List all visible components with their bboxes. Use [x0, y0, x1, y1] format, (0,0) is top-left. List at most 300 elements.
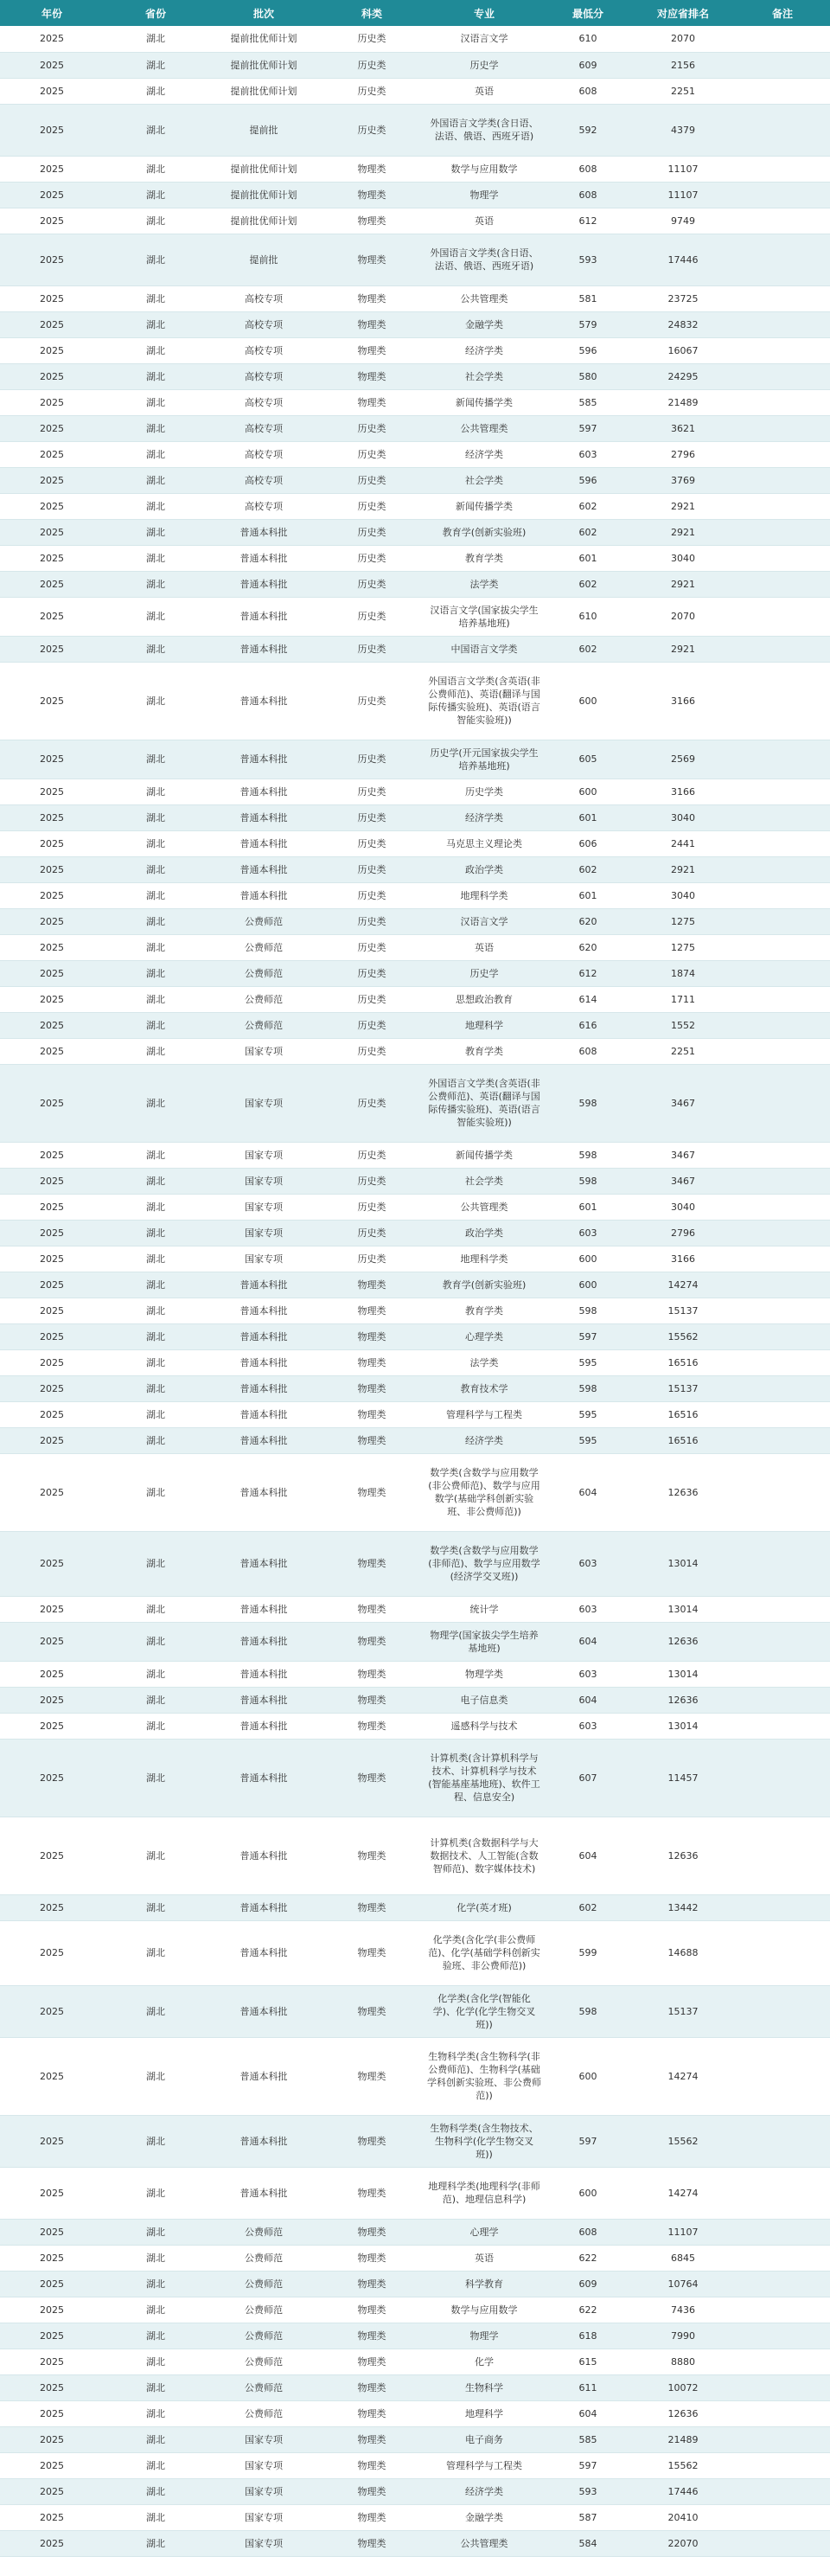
table-row	[0, 545, 830, 571]
cell-subject-track: 历史类	[320, 78, 424, 104]
cell-subject-track: 物理类	[320, 2452, 424, 2478]
cell-batch: 高校专项	[208, 285, 320, 311]
cell-province: 湖北	[104, 1894, 208, 1920]
cell-province: 湖北	[104, 285, 208, 311]
cell-subject-track: 历史类	[320, 830, 424, 856]
cell-year: 2025	[0, 1349, 104, 1375]
cell-province-rank: 2251	[631, 78, 735, 104]
cell-batch: 普通本科批	[208, 1817, 320, 1894]
table-row	[0, 1323, 830, 1349]
table-row	[0, 636, 830, 662]
cell-remarks	[735, 856, 830, 882]
cell-subject-track: 物理类	[320, 1323, 424, 1349]
cell-remarks	[735, 389, 830, 415]
cell-subject-track: 物理类	[320, 1739, 424, 1817]
cell-major: 生物科学	[424, 2374, 545, 2400]
cell-province-rank: 1874	[631, 960, 735, 986]
cell-batch: 公费师范	[208, 1012, 320, 1038]
cell-major: 电子信息类	[424, 1687, 545, 1713]
table-row	[0, 1427, 830, 1453]
cell-subject-track: 物理类	[320, 2349, 424, 2374]
table-row	[0, 441, 830, 467]
cell-province-rank: 2796	[631, 1220, 735, 1246]
cell-province: 湖北	[104, 1920, 208, 1985]
cell-subject-track: 历史类	[320, 804, 424, 830]
cell-year: 2025	[0, 1687, 104, 1713]
cell-province: 湖北	[104, 1272, 208, 1298]
cell-batch: 普通本科批	[208, 2037, 320, 2115]
cell-province-rank: 15562	[631, 2115, 735, 2167]
cell-province-rank: 3040	[631, 882, 735, 908]
cell-major: 历史学(开元国家拔尖学生培养基地班)	[424, 740, 545, 779]
cell-subject-track: 物理类	[320, 1401, 424, 1427]
cell-subject-track: 历史类	[320, 1194, 424, 1220]
cell-subject-track: 物理类	[320, 2167, 424, 2219]
cell-province: 湖北	[104, 2323, 208, 2349]
cell-province: 湖北	[104, 2271, 208, 2297]
cell-province: 湖北	[104, 104, 208, 156]
cell-major: 中国语言文学类	[424, 636, 545, 662]
cell-batch: 提前批优师计划	[208, 52, 320, 78]
cell-province-rank: 13014	[631, 1531, 735, 1596]
cell-batch: 国家专项	[208, 2504, 320, 2530]
cell-remarks	[735, 2504, 830, 2530]
cell-min-score: 597	[545, 2452, 631, 2478]
cell-batch: 国家专项	[208, 2530, 320, 2556]
cell-province: 湖北	[104, 1596, 208, 1622]
cell-subject-track: 历史类	[320, 934, 424, 960]
cell-remarks	[735, 1661, 830, 1687]
cell-remarks	[735, 415, 830, 441]
column-header-major: 专业	[424, 0, 545, 26]
cell-province: 湖北	[104, 2297, 208, 2323]
cell-major: 物理学类	[424, 1661, 545, 1687]
cell-subject-track: 历史类	[320, 441, 424, 467]
cell-province-rank: 3621	[631, 415, 735, 441]
cell-batch: 普通本科批	[208, 545, 320, 571]
cell-province-rank: 7436	[631, 2297, 735, 2323]
cell-province-rank: 24295	[631, 363, 735, 389]
cell-batch: 普通本科批	[208, 2167, 320, 2219]
cell-batch: 普通本科批	[208, 1920, 320, 1985]
cell-batch: 提前批	[208, 104, 320, 156]
table-row	[0, 2400, 830, 2426]
cell-year: 2025	[0, 804, 104, 830]
cell-batch: 普通本科批	[208, 636, 320, 662]
cell-major: 数学类(含数学与应用数学(非公费师范)、数学与应用数学(基础学科创新实验班、非公费师范))	[424, 1453, 545, 1531]
cell-province-rank: 14274	[631, 2037, 735, 2115]
cell-remarks	[735, 78, 830, 104]
cell-min-score: 595	[545, 1349, 631, 1375]
cell-year: 2025	[0, 1713, 104, 1739]
cell-remarks	[735, 571, 830, 597]
cell-province-rank: 3040	[631, 804, 735, 830]
cell-province-rank: 14274	[631, 2167, 735, 2219]
cell-subject-track: 历史类	[320, 636, 424, 662]
cell-batch: 国家专项	[208, 2478, 320, 2504]
cell-batch: 国家专项	[208, 1038, 320, 1064]
table-row	[0, 1622, 830, 1661]
cell-year: 2025	[0, 1168, 104, 1194]
table-row	[0, 1272, 830, 1298]
cell-province-rank: 6845	[631, 2245, 735, 2271]
table-row	[0, 2115, 830, 2167]
table-row	[0, 182, 830, 208]
cell-year: 2025	[0, 2452, 104, 2478]
cell-batch: 普通本科批	[208, 1622, 320, 1661]
cell-major: 统计学	[424, 1596, 545, 1622]
cell-batch: 普通本科批	[208, 1661, 320, 1687]
cell-min-score: 601	[545, 882, 631, 908]
cell-batch: 提前批优师计划	[208, 156, 320, 182]
cell-province: 湖北	[104, 1349, 208, 1375]
cell-province: 湖北	[104, 545, 208, 571]
cell-province: 湖北	[104, 2452, 208, 2478]
table-row	[0, 2271, 830, 2297]
table-row	[0, 1168, 830, 1194]
cell-min-score: 603	[545, 1531, 631, 1596]
cell-year: 2025	[0, 311, 104, 337]
cell-province: 湖北	[104, 882, 208, 908]
cell-province: 湖北	[104, 1012, 208, 1038]
cell-remarks	[735, 1531, 830, 1596]
cell-subject-track: 物理类	[320, 1661, 424, 1687]
cell-province-rank: 11457	[631, 1739, 735, 1817]
table-row	[0, 26, 830, 52]
table-row	[0, 804, 830, 830]
table-row	[0, 493, 830, 519]
cell-year: 2025	[0, 2037, 104, 2115]
table-row	[0, 337, 830, 363]
table-row	[0, 1596, 830, 1622]
cell-year: 2025	[0, 1920, 104, 1985]
cell-year: 2025	[0, 78, 104, 104]
cell-province: 湖北	[104, 662, 208, 740]
table-row	[0, 882, 830, 908]
cell-subject-track: 历史类	[320, 104, 424, 156]
cell-province: 湖北	[104, 1142, 208, 1168]
cell-min-score: 598	[545, 1375, 631, 1401]
cell-major: 历史学类	[424, 779, 545, 804]
cell-remarks	[735, 1687, 830, 1713]
cell-remarks	[735, 2349, 830, 2374]
cell-batch: 普通本科批	[208, 1531, 320, 1596]
cell-province-rank: 9749	[631, 208, 735, 234]
cell-remarks	[735, 960, 830, 986]
cell-subject-track: 历史类	[320, 740, 424, 779]
cell-subject-track: 物理类	[320, 2271, 424, 2297]
cell-batch: 普通本科批	[208, 1687, 320, 1713]
cell-remarks	[735, 908, 830, 934]
cell-min-score: 603	[545, 441, 631, 467]
table-row	[0, 78, 830, 104]
cell-year: 2025	[0, 104, 104, 156]
cell-subject-track: 历史类	[320, 908, 424, 934]
cell-major: 社会学类	[424, 467, 545, 493]
cell-major: 金融学类	[424, 2504, 545, 2530]
cell-province: 湖北	[104, 2245, 208, 2271]
cell-major: 公共管理类	[424, 1194, 545, 1220]
cell-province-rank: 11107	[631, 2219, 735, 2245]
cell-province: 湖北	[104, 1194, 208, 1220]
cell-remarks	[735, 636, 830, 662]
table-row	[0, 571, 830, 597]
cell-batch: 普通本科批	[208, 830, 320, 856]
cell-province: 湖北	[104, 78, 208, 104]
cell-min-score: 600	[545, 2167, 631, 2219]
cell-remarks	[735, 2530, 830, 2556]
cell-major: 数学与应用数学	[424, 156, 545, 182]
table-row	[0, 234, 830, 285]
cell-province: 湖北	[104, 311, 208, 337]
cell-subject-track: 历史类	[320, 986, 424, 1012]
table-row	[0, 104, 830, 156]
cell-batch: 普通本科批	[208, 2115, 320, 2167]
cell-province: 湖北	[104, 182, 208, 208]
cell-year: 2025	[0, 2426, 104, 2452]
cell-remarks	[735, 285, 830, 311]
cell-min-score: 603	[545, 1596, 631, 1622]
table-row	[0, 2504, 830, 2530]
table-row	[0, 1817, 830, 1894]
cell-province: 湖北	[104, 1038, 208, 1064]
cell-major: 经济学类	[424, 2478, 545, 2504]
cell-min-score: 608	[545, 1038, 631, 1064]
cell-remarks	[735, 779, 830, 804]
cell-batch: 高校专项	[208, 337, 320, 363]
cell-subject-track: 物理类	[320, 2245, 424, 2271]
table-row	[0, 52, 830, 78]
cell-province-rank: 21489	[631, 389, 735, 415]
cell-batch: 普通本科批	[208, 1894, 320, 1920]
cell-year: 2025	[0, 1453, 104, 1531]
column-header-subject-track: 科类	[320, 0, 424, 26]
cell-batch: 国家专项	[208, 1246, 320, 1272]
cell-province: 湖北	[104, 2115, 208, 2167]
cell-major: 教育学类	[424, 545, 545, 571]
cell-subject-track: 物理类	[320, 208, 424, 234]
cell-remarks	[735, 2167, 830, 2219]
column-header-min-score: 最低分	[545, 0, 631, 26]
cell-remarks	[735, 1272, 830, 1298]
cell-remarks	[735, 1920, 830, 1985]
table-row	[0, 2374, 830, 2400]
cell-remarks	[735, 441, 830, 467]
cell-batch: 公费师范	[208, 986, 320, 1012]
cell-min-score: 581	[545, 285, 631, 311]
cell-province: 湖北	[104, 2167, 208, 2219]
cell-major: 计算机类(含数据科学与大数据技术、人工智能(含数智师范)、数字媒体技术)	[424, 1817, 545, 1894]
table-row	[0, 2349, 830, 2374]
cell-min-score: 612	[545, 960, 631, 986]
cell-province-rank: 2156	[631, 52, 735, 78]
cell-major: 社会学类	[424, 1168, 545, 1194]
cell-year: 2025	[0, 389, 104, 415]
cell-subject-track: 物理类	[320, 2530, 424, 2556]
cell-year: 2025	[0, 1427, 104, 1453]
column-header-province: 省份	[104, 0, 208, 26]
cell-year: 2025	[0, 1739, 104, 1817]
table-row	[0, 1375, 830, 1401]
cell-batch: 普通本科批	[208, 1713, 320, 1739]
cell-batch: 普通本科批	[208, 1349, 320, 1375]
cell-province: 湖北	[104, 934, 208, 960]
cell-min-score: 602	[545, 636, 631, 662]
column-header-year: 年份	[0, 0, 104, 26]
cell-batch: 公费师范	[208, 2271, 320, 2297]
cell-major: 经济学类	[424, 804, 545, 830]
table-row	[0, 285, 830, 311]
cell-province-rank: 3040	[631, 545, 735, 571]
table-row	[0, 2245, 830, 2271]
cell-major: 政治学类	[424, 1220, 545, 1246]
cell-batch: 公费师范	[208, 2349, 320, 2374]
cell-min-score: 604	[545, 2400, 631, 2426]
cell-major: 经济学类	[424, 337, 545, 363]
cell-batch: 公费师范	[208, 2374, 320, 2400]
cell-major: 思想政治教育	[424, 986, 545, 1012]
cell-batch: 公费师范	[208, 2400, 320, 2426]
cell-remarks	[735, 1246, 830, 1272]
cell-province: 湖北	[104, 1687, 208, 1713]
cell-year: 2025	[0, 26, 104, 52]
cell-subject-track: 历史类	[320, 1142, 424, 1168]
table-row	[0, 2478, 830, 2504]
cell-year: 2025	[0, 2374, 104, 2400]
cell-batch: 国家专项	[208, 1064, 320, 1142]
cell-min-score: 601	[545, 545, 631, 571]
cell-remarks	[735, 1323, 830, 1349]
cell-major: 数学与应用数学	[424, 2297, 545, 2323]
cell-year: 2025	[0, 182, 104, 208]
table-row	[0, 1687, 830, 1713]
table-row	[0, 779, 830, 804]
cell-subject-track: 物理类	[320, 1427, 424, 1453]
cell-province-rank: 21489	[631, 2426, 735, 2452]
cell-min-score: 595	[545, 1401, 631, 1427]
cell-province: 湖北	[104, 1622, 208, 1661]
cell-province: 湖北	[104, 830, 208, 856]
cell-major: 科学教育	[424, 2271, 545, 2297]
cell-remarks	[735, 2478, 830, 2504]
cell-subject-track: 历史类	[320, 1012, 424, 1038]
cell-subject-track: 物理类	[320, 2323, 424, 2349]
cell-min-score: 603	[545, 1220, 631, 1246]
cell-province: 湖北	[104, 571, 208, 597]
cell-province: 湖北	[104, 2219, 208, 2245]
cell-remarks	[735, 2452, 830, 2478]
cell-major: 英语	[424, 208, 545, 234]
cell-province-rank: 3166	[631, 1246, 735, 1272]
cell-province-rank: 2921	[631, 493, 735, 519]
cell-min-score: 598	[545, 1064, 631, 1142]
cell-batch: 国家专项	[208, 1194, 320, 1220]
table-row	[0, 156, 830, 182]
cell-major: 社会学类	[424, 363, 545, 389]
cell-province: 湖北	[104, 1453, 208, 1531]
cell-min-score: 596	[545, 467, 631, 493]
cell-remarks	[735, 1622, 830, 1661]
cell-min-score: 602	[545, 519, 631, 545]
cell-subject-track: 物理类	[320, 1596, 424, 1622]
cell-batch: 提前批优师计划	[208, 208, 320, 234]
cell-min-score: 600	[545, 662, 631, 740]
cell-province-rank: 15562	[631, 1323, 735, 1349]
cell-min-score: 579	[545, 311, 631, 337]
cell-province: 湖北	[104, 519, 208, 545]
cell-remarks	[735, 2323, 830, 2349]
cell-remarks	[735, 1894, 830, 1920]
cell-year: 2025	[0, 441, 104, 467]
cell-province-rank: 3166	[631, 662, 735, 740]
cell-year: 2025	[0, 636, 104, 662]
cell-province-rank: 15562	[631, 2452, 735, 2478]
cell-batch: 公费师范	[208, 2245, 320, 2271]
column-header-batch: 批次	[208, 0, 320, 26]
cell-major: 心理学类	[424, 1323, 545, 1349]
cell-subject-track: 物理类	[320, 389, 424, 415]
cell-subject-track: 物理类	[320, 1985, 424, 2037]
cell-batch: 公费师范	[208, 2297, 320, 2323]
cell-province-rank: 10764	[631, 2271, 735, 2297]
cell-major: 地理科学类	[424, 1246, 545, 1272]
cell-year: 2025	[0, 1012, 104, 1038]
table-row	[0, 1012, 830, 1038]
cell-remarks	[735, 1427, 830, 1453]
table-row	[0, 1194, 830, 1220]
cell-min-score: 593	[545, 234, 631, 285]
cell-min-score: 580	[545, 363, 631, 389]
cell-province: 湖北	[104, 960, 208, 986]
cell-year: 2025	[0, 856, 104, 882]
cell-min-score: 600	[545, 1272, 631, 1298]
cell-major: 公共管理类	[424, 415, 545, 441]
cell-year: 2025	[0, 208, 104, 234]
cell-batch: 普通本科批	[208, 571, 320, 597]
cell-remarks	[735, 1401, 830, 1427]
cell-province: 湖北	[104, 2349, 208, 2374]
cell-major: 外国语言文学类(含日语、法语、俄语、西班牙语)	[424, 234, 545, 285]
cell-batch: 公费师范	[208, 934, 320, 960]
cell-year: 2025	[0, 1064, 104, 1142]
cell-year: 2025	[0, 779, 104, 804]
cell-subject-track: 历史类	[320, 26, 424, 52]
cell-major: 汉语言文学	[424, 26, 545, 52]
cell-batch: 高校专项	[208, 363, 320, 389]
table-row	[0, 1531, 830, 1596]
cell-year: 2025	[0, 2167, 104, 2219]
cell-province-rank: 15137	[631, 1375, 735, 1401]
cell-major: 教育学(创新实验班)	[424, 519, 545, 545]
cell-province-rank: 17446	[631, 234, 735, 285]
cell-min-score: 587	[545, 2504, 631, 2530]
cell-min-score: 598	[545, 1298, 631, 1323]
table-row	[0, 830, 830, 856]
cell-subject-track: 物理类	[320, 2374, 424, 2400]
cell-province-rank: 16516	[631, 1427, 735, 1453]
cell-remarks	[735, 1012, 830, 1038]
cell-subject-track: 历史类	[320, 1064, 424, 1142]
column-header-province-rank: 对应省排名	[631, 0, 735, 26]
cell-batch: 提前批优师计划	[208, 182, 320, 208]
cell-subject-track: 历史类	[320, 1220, 424, 1246]
cell-remarks	[735, 2219, 830, 2245]
cell-province: 湖北	[104, 908, 208, 934]
cell-major: 教育学类	[424, 1298, 545, 1323]
table-row	[0, 2219, 830, 2245]
cell-min-score: 601	[545, 1194, 631, 1220]
cell-subject-track: 历史类	[320, 571, 424, 597]
